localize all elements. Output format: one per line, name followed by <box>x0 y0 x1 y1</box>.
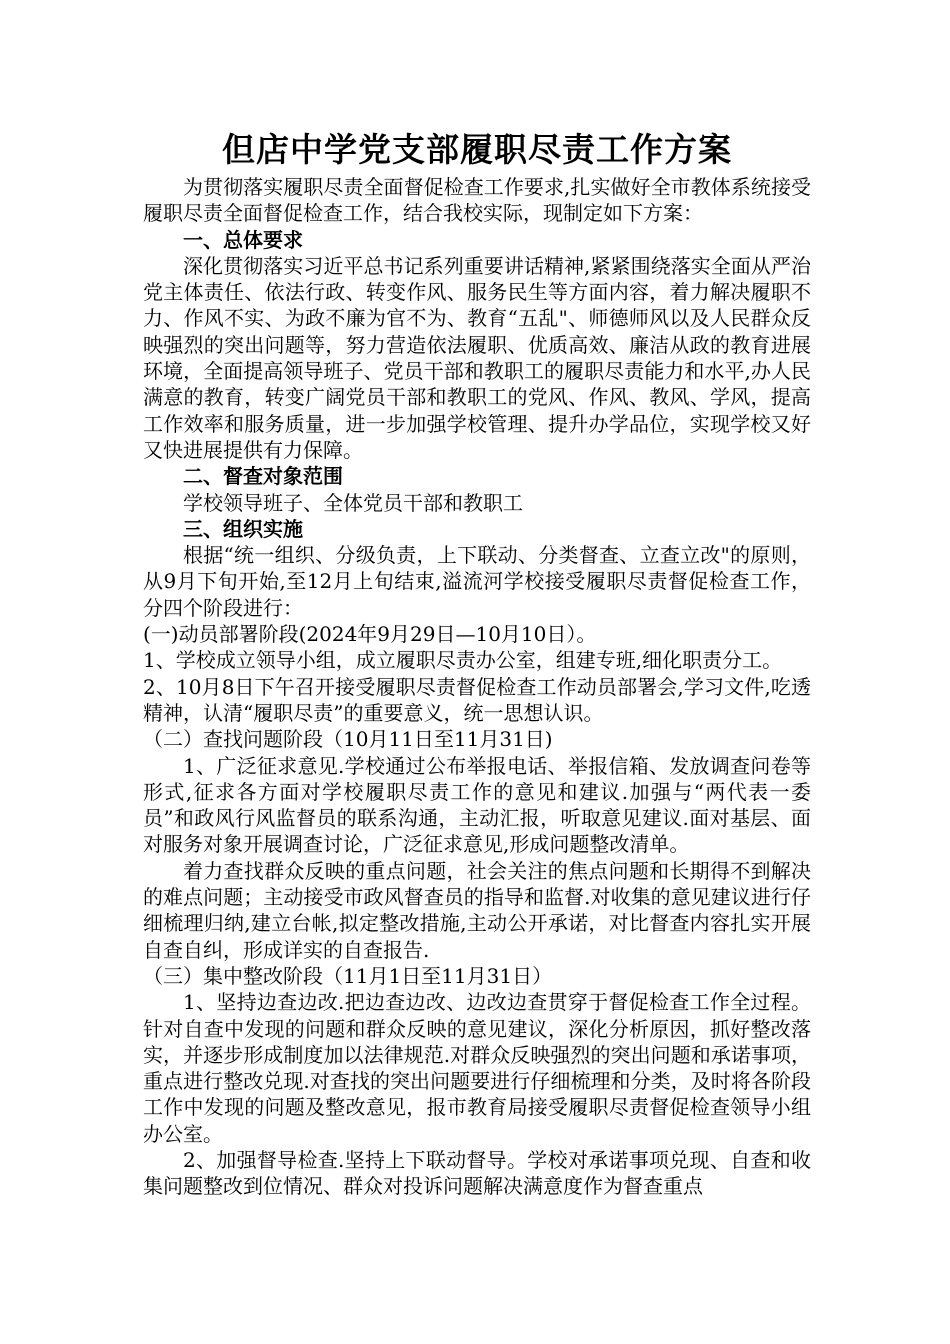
general-requirements-paragraph: 深化贯彻落实习近平总书记系列重要讲话精神,紧紧围绕落实全面从严治党主体责任、依法行政、转变作风、服务民生等方面内容，着力解决履职不力、作风不实、为政不廉为官不为、教育“五乱"、师德师风以及人民群众反映强烈的突出问题等，努力营造依法履职、优质高效、廉洁从政的教育进展环境，全面提高领导班子、党员干部和教职工的履职尽责能力和水平,办人民满意的教育，转变广阔党员干部和教职工的党风、作风、教风、学风，提高工作效率和服务质量，进一步加强学校管理、提升办学品位，实现学校又好又快进展提供有力保障。 <box>143 253 811 462</box>
stage-one-heading: (一)动员部署阶段(2024年9月29日—10月10日）。 <box>143 622 597 647</box>
stage-one-item-1: 1、学校成立领导小组，成立履职尽责办公室，组建专班,细化职责分工。 <box>143 648 783 673</box>
implementation-paragraph: 根据“统一组织、分级负责，上下联动、分类督查、立查立改"的原则，从9月下旬开始,至12月上旬结束,溢流河学校接受履职尽责督促检查工作，分四个阶段进行： <box>143 543 811 620</box>
stage-one-item-2: 2、10月8日下午召开接受履职尽责督促检查工作动员部署会,学习文件,吃透精神，认清“履职尽责”的重要意义，统一思想认识。 <box>143 674 811 725</box>
document-page <box>143 128 811 1200</box>
scope-paragraph: 学校领导班子、全体党员干部和教职工 <box>183 490 523 515</box>
section-heading-implementation: 三、组织实施 <box>183 516 303 541</box>
section-heading-general-requirements: 一、总体要求 <box>183 227 303 252</box>
stage-two-heading: （二）查找问题阶段（10月11日至11月31日) <box>143 727 553 752</box>
stage-two-item-1: 1、广泛征求意见.学校通过公布举报电话、举报信箱、发放调查问卷等形式,征求各方面对学校履职尽责工作的意见和建议.加强与“两代表一委员”和政风行风监督员的联系沟通，主动汇报，听取意见建议.面对基层、面对服务对象开展调查讨论，广泛征求意见,形成问题整改清单。 <box>143 753 811 857</box>
stage-three-item-2: 2、加强督导检查.坚持上下联动督导。学校对承诺事项兑现、自查和收集问题整改到位情况、群众对投诉问题解决满意度作为督查重点 <box>143 1147 811 1199</box>
stage-two-paragraph-2: 着力查找群众反映的重点问题，社会关注的焦点问题和长期得不到解决的难点问题；主动接受市政风督查员的指导和监督.对收集的意见建议进行仔细梳理归纳,建立台帐,拟定整改措施,主动公开承诺，对比督查内容扎实开展自查自纠，形成详实的自查报告. <box>143 858 811 962</box>
section-heading-scope: 二、督查对象范围 <box>183 464 343 489</box>
stage-three-heading: （三）集中整改阶段（11月1日至11月31日） <box>143 963 553 988</box>
stage-three-item-1: 1、坚持边查边改.把边查边改、边改边查贯穿于督促检查工作全过程。针对自查中发现的问题和群众反映的意见建议，深化分析原因，抓好整改落实，并逐步形成制度加以法律规范.对群众反映强烈的突出问题和承诺事项，重点进行整改兑现.对查找的突出问题要进行仔细梳理和分类，及时将各阶段工作中发现的问题及整改意见，报市教育局接受履职尽责督促检查领导小组办公室。 <box>143 990 811 1146</box>
document-title: 但店中学党支部履职尽责工作方案 <box>222 130 732 169</box>
intro-paragraph: 为贯彻落实履职尽责全面督促检查工作要求,扎实做好全市教体系统接受履职尽责全面督促检查工作，结合我校实际，现制定如下方案： <box>143 175 811 226</box>
